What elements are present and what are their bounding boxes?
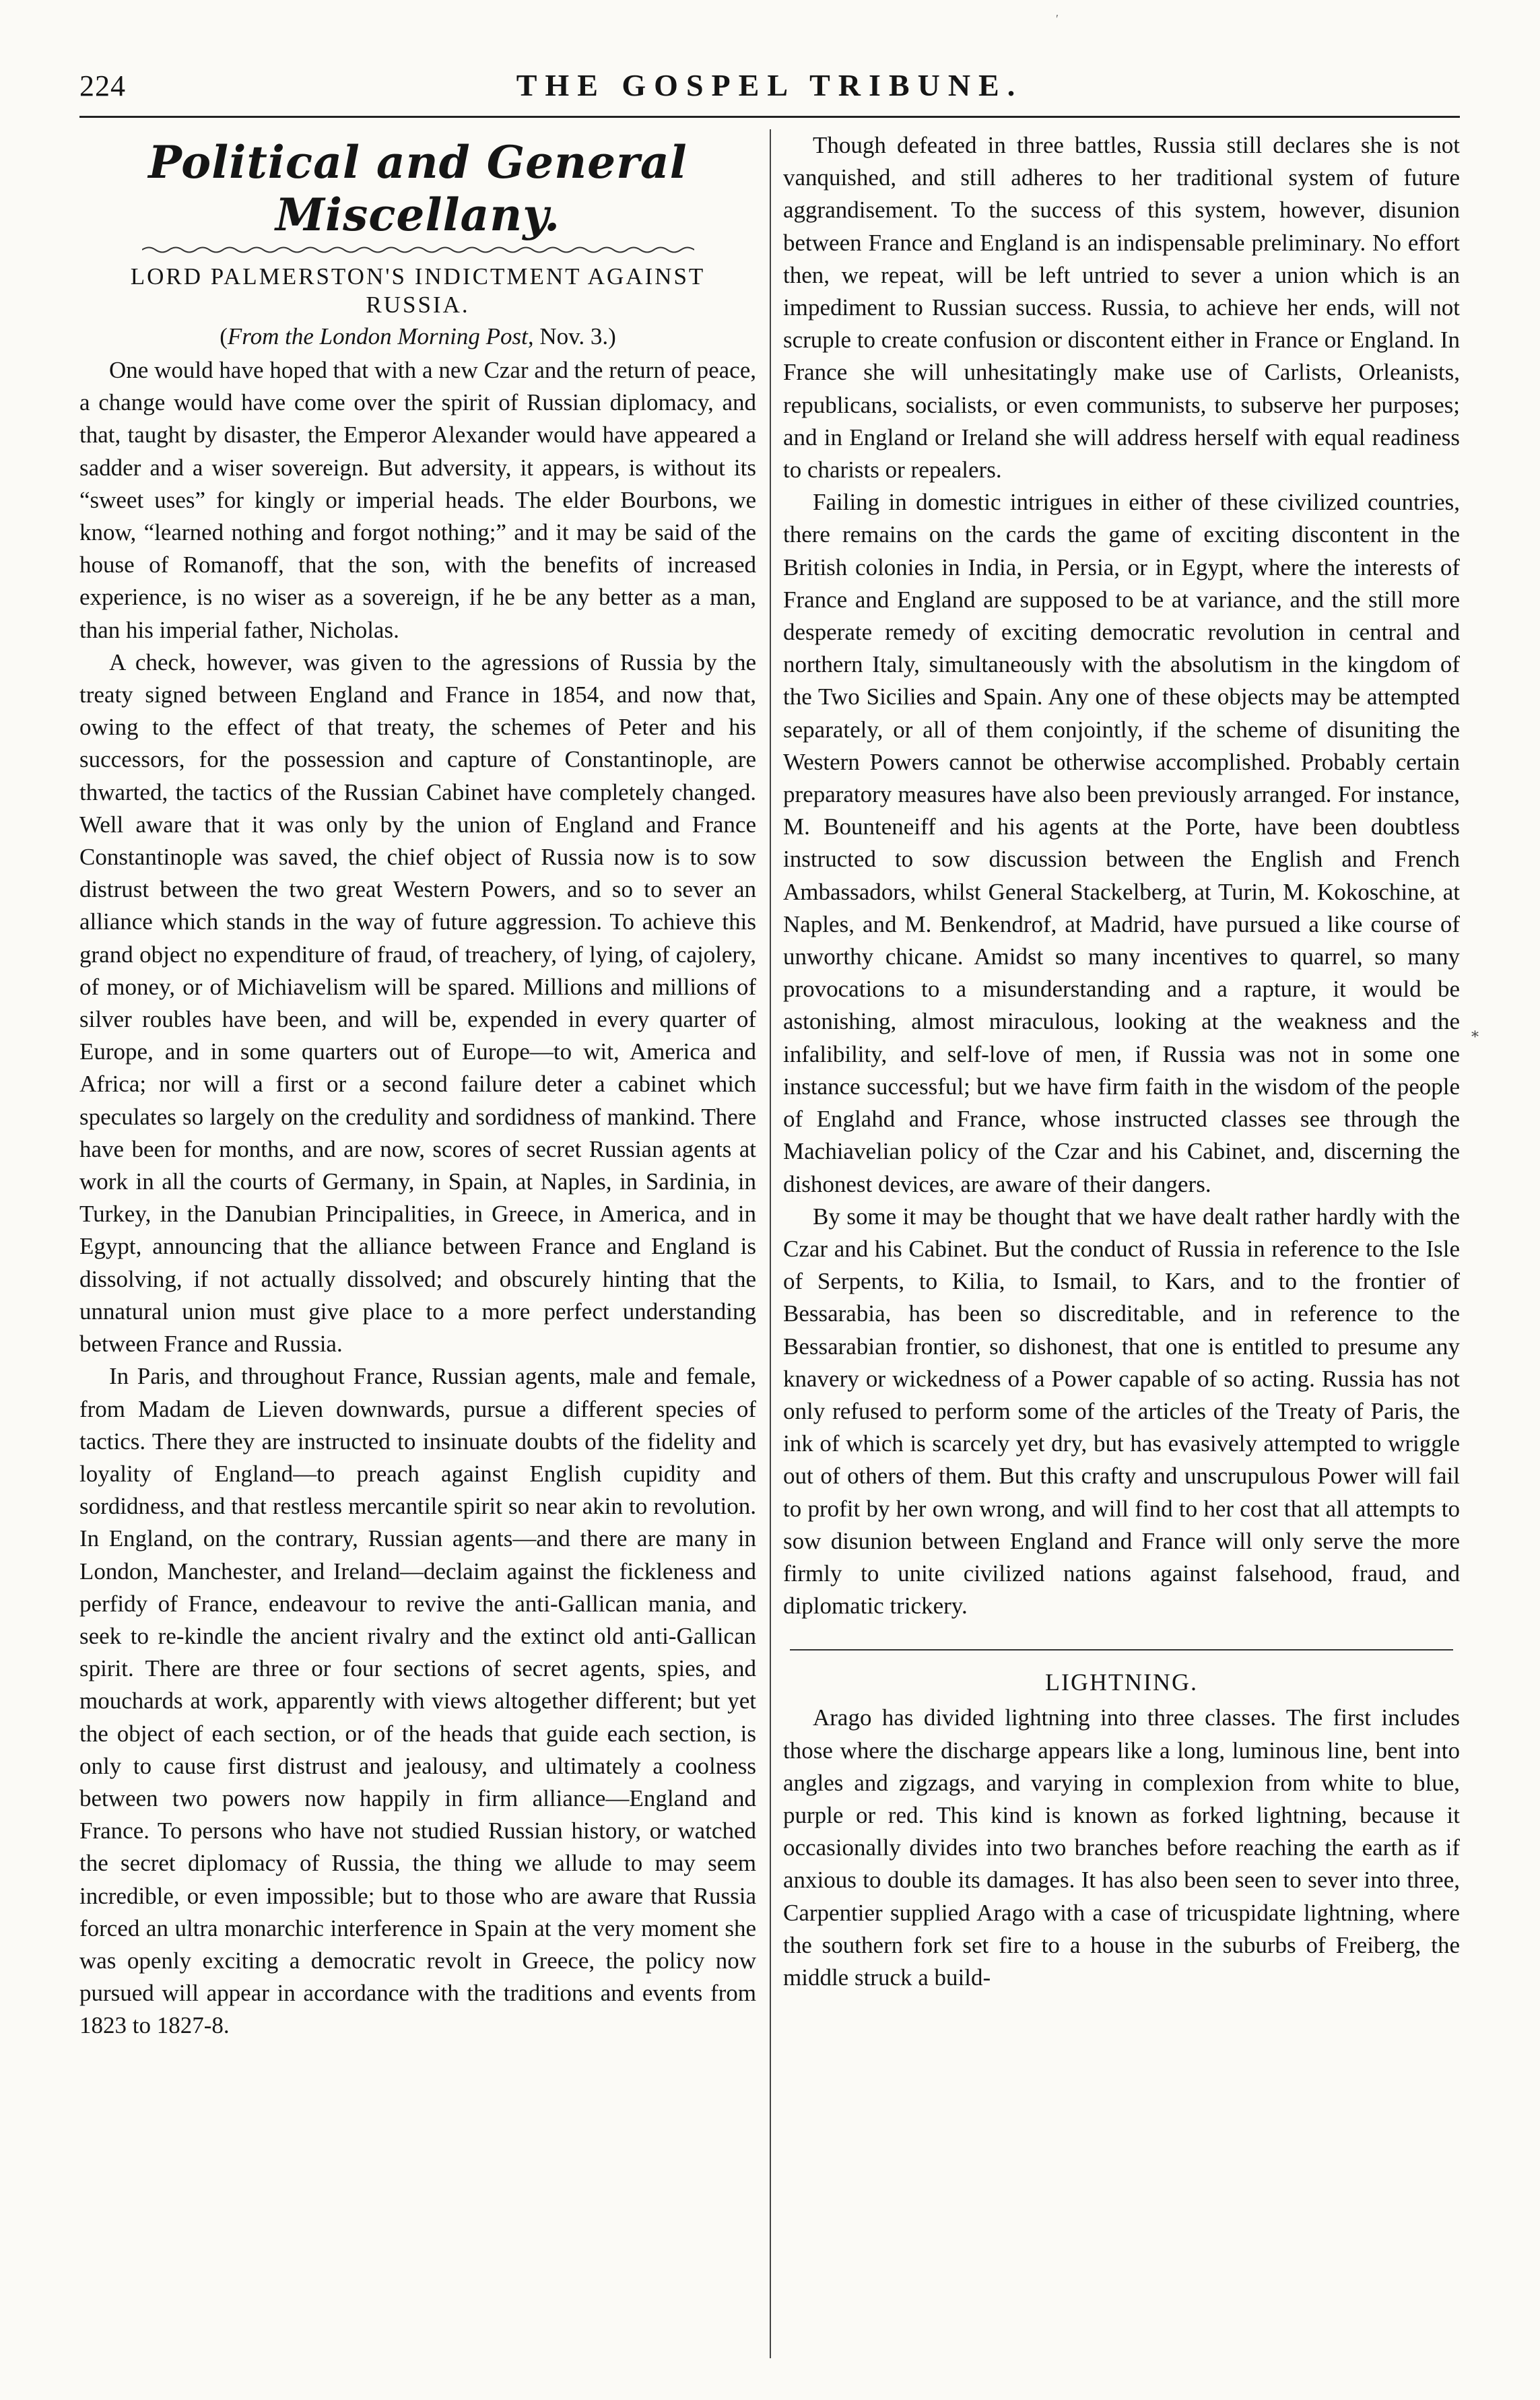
- source-open-paren: (: [220, 323, 228, 349]
- article-paragraph: Failing in domestic intrigues in either of these civilized countries, there remains on the cards the game of exciting discontent in the British colonies in India, in Persia, or in Egypt, where the interests of France and England are supposed to be at variance, and the still more desperate remedy of exciting democratic revolution in central and northern Italy, simultaneously with the absolutism in the kingdom of the Two Sicilies and Spain. Any one of these objects may be attempted separately, or all of them conjointly, if the scheme of disuniting the Western Powers cannot be otherwise accomplished. Probably certain preparatory measures have also been previously arranged. For instance, M. Bounteneiff and his agents at the Porte, have been doubtless instructed to sow discussion between the English and French Ambassadors, whilst General Stackelberg, at Turin, M. Kokoschine, at Naples, and M. Benkendrof, at Madrid, have pursued a like course of unworthy chicane. Amidst so many incentives to quarrel, so many provocations to a misunderstanding and a rapture, it would be astonishing, almost miraculous, looking at the weakness and the infalibility, and self-love of men, if Russia was not in some one instance successful; but we have firm faith in the wisdom of the people of Englahd and France, whose instructed classes see through the Machiavelian policy of the Czar and his Cabinet, and, discerning the dishonest devices, are aware of their dangers.: [783, 489, 1460, 1197]
- article-title: LORD PALMERSTON'S INDICTMENT AGAINST RUSSIA.: [130, 263, 706, 318]
- margin-mark: ⁎: [1471, 1024, 1479, 1040]
- article-paragraph: By some it may be thought that we have dealt rather hardly with the Czar and his Cabinet. But the conduct of Russia in reference to the Isle of Serpents, to Kilia, to Ismail, to Kars, and to the frontier of Bessarabia, has been so discreditable, and in reference to the Bessarabian frontier, so dishonest, that one is entitled to presume any knavery or wickedness of a Power capable of so acting. Russia has not only refused to perform some of the articles of the Treaty of Paris, the ink of which is scarcely yet dry, but has evasively attempted to wriggle out of others of them. But this crafty and unscrupulous Power will fail to profit by her own wrong, and will find to her cost that all attempts to sow disunion between England and France will only serve the more firmly to unite civilized nations against falsehood, fraud, and diplomatic trickery.: [783, 1203, 1460, 1620]
- article-paragraph: In Paris, and throughout France, Russian agents, male and female, from Madam de Lieven downwards, pursue a different species of tactics. There they are instructed to insinuate doubts of the fidelity and loyality of England—to preach against English cupidity and sordidness, and that restless mercantile spirit so near akin to revolution. In England, on the contrary, Russian agents—and there are many in London, Manchester, and Ireland—declaim against the fickleness and perfidy of France, endeavour to revive the anti-Gallican mania, and seek to re-kindle the ancient rivalry and the extinct old anti-Gallican spirit. There are three or four sections of secret agents, spies, and mouchards at work, apparently with views altogether different; but yet the object of each section, or of the heads that guide each section, is only to cause first distrust and jealousy, and ultimately a coolness between two powers now happily in firm alliance—England and France. To persons who have not studied Russian history, or watched the secret diplomacy of Russia, the thing we allude to may seem incredible, or even impossible; but to those who are aware that Russia forced an ultra monarchic interference in Spain at the very moment she was openly exciting a democratic revolt in Greece, the policy now pursued will appear in accordance with the traditions and events from 1823 to 1827-8.: [79, 1363, 756, 2039]
- section-title: Political and General Miscellany.: [148, 136, 688, 241]
- newspaper-page: [79, 65, 1460, 2368]
- section-separator: [790, 1649, 1453, 1651]
- article-paragraph: One would have hoped that with a new Czar and the return of peace, a change would have come over the spirit of Russian diplomacy, and that, taught by disaster, the Emperor Alexander would have appeared a sadder and a wiser sovereign. But adversity, it appears, is without its “sweet uses” for kingly or imperial heads. The elder Bourbons, we know, “learned nothing and forgot nothing;” and it may be said of the house of Romanoff, that the son, with the benefits of increased experience, is no wiser as a sovereign, if he be any better as a man, than his imperial father, Nicholas.: [79, 357, 756, 643]
- left-column: [79, 129, 756, 2365]
- source-date: Nov. 3.): [533, 323, 616, 349]
- page-number: 224: [79, 69, 126, 102]
- right-column: [783, 129, 1460, 2365]
- article-columns: [79, 129, 1460, 2365]
- running-head: [79, 65, 1460, 118]
- column-divider: [770, 129, 771, 2358]
- article-paragraph: Though defeated in three battles, Russia still declares she is not vanquished, and still adheres to her traditional system of future aggrandisement. To the success of this system, however, disunion between France and England is an indispensable preliminary. No effort then, we repeat, will be left untried to sever a union which is an impediment to Russian success. Russia, to achieve her ends, will not scruple to create confusion or discontent either in France or England. In France she will unhesitatingly make use of Carlists, Orleanists, republicans, socialists, or even communists, to subserve her purposes; and in England or Ireland she will address herself with equal readiness to charists or repealers.: [783, 132, 1460, 484]
- decorative-rule: [142, 245, 694, 255]
- article-source: [79, 321, 756, 353]
- lightning-paragraph: Arago has divided lightning into three classes. The first includes those where the discharge appears like a long, luminous line, bent into angles and zigzags, and varying in complexion from white to blue, purple or red. This kind is known as forked lightning, because it occasionally divides into two branches before reaching the earth as if anxious to double its damages. It has also been seen to sever into three, Carpentier supplied Arago with a case of tricuspidate lightning, where the southern fork set fire to a house in the suburbs of Freiberg, the middle struck a build-: [783, 1704, 1460, 1991]
- stray-mark: ′: [1056, 12, 1059, 26]
- source-publication: From the London Morning Post,: [227, 323, 534, 349]
- journal-title: THE GOSPEL TRIBUNE.: [516, 68, 1024, 102]
- lightning-title: LIGHTNING.: [1045, 1669, 1198, 1696]
- article-paragraph: A check, however, was given to the agressions of Russia by the treaty signed between England and France in 1854, and now that, owing to the effect of that treaty, the schemes of Peter and his successors, for the possession and capture of Constantinople, are thwarted, the tactics of the Russian Cabinet have completely changed. Well aware that it was only by the union of England and France Constantinople was saved, the chief object of Russia now is to sow distrust between the two great Western Powers, and so to sever an alliance which stands in the way of future aggression. To achieve this grand object no expenditure of fraud, of treachery, of lying, of cajolery, of money, or of Michiavelism will be spared. Millions and millions of silver roubles have been, and will be, expended in every quarter of Europe, and in some quarters out of Europe—to wit, America and Africa; nor will a first or a second failure deter a cabinet which speculates so largely on the credulity and sordidness of mankind. There have been for months, and are now, scores of secret Russian agents at work in all the courts of Germany, in Spain, at Naples, in Sardinia, in Turkey, in the Danubian Principalities, in Greece, in America, and in Egypt, announcing that the alliance between France and England is dissolving, if not actually dissolved; and obscurely hinting that the unnatural union must give place to a more perfect understanding between France and Russia.: [79, 648, 756, 1358]
